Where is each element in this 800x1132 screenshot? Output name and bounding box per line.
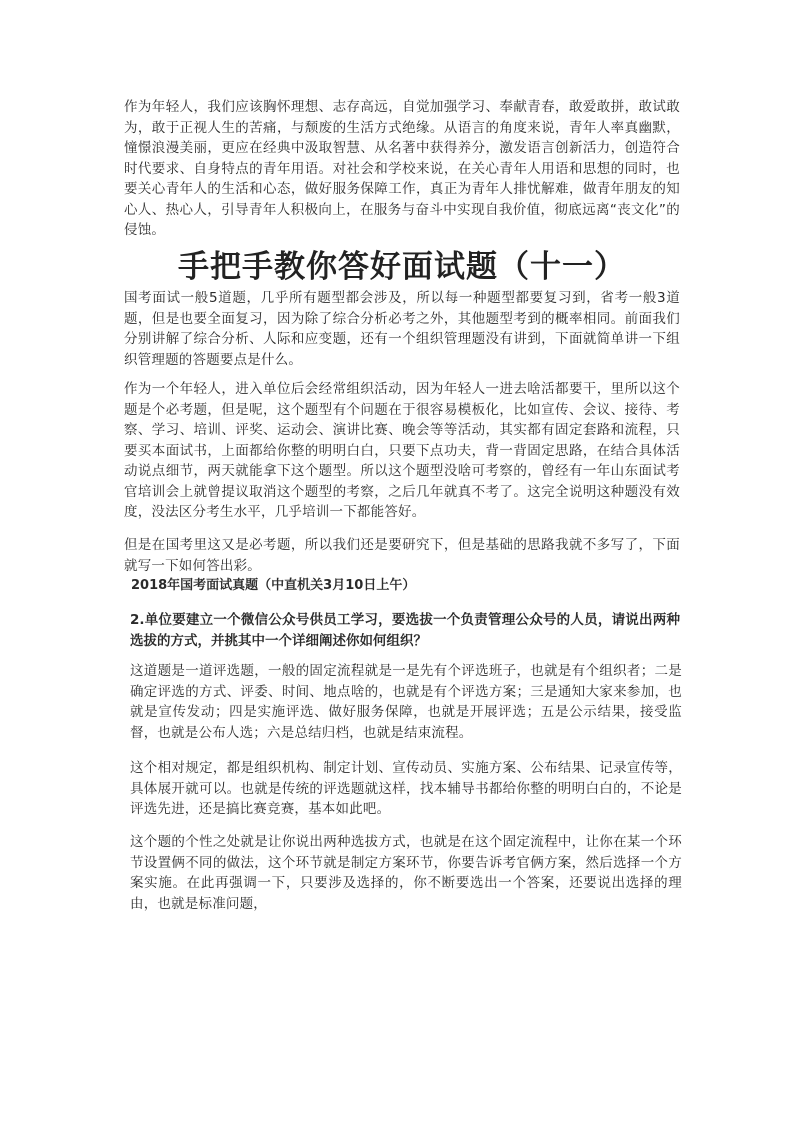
page-title: 手把手教你答好面试题（十一）: [178, 249, 626, 285]
paragraph-intro-exam: 国考面试一般5道题，几乎所有题型都会涉及，所以每一种题型都要复习到，省考一般3道题，但是也要全面复习，因为除了综合分析必考之外，其他题型考到的概率相同。前面我们分别讲解了综合分析、人际和应变题，还有一个组织管理题没有讲到，下面就简单讲一下组织管理题的答题要点是什么。: [124, 290, 680, 368]
exam-heading: 2018年国考面试真题（中直机关3月10日上午）: [131, 578, 416, 593]
answer-paragraph-3: 这个题的个性之处就是让你说出两种选拔方式，也就是在这个固定流程中，让你在某一个环节设置俩不同的做法，这个环节就是制定方案环节，你要告诉考官俩方案，然后选择一个方案实施。在此再强调一下，只要涉及选择的，你不断要选出一个答案，还要说出选择的理由，也就是标准问题，: [130, 834, 682, 912]
answer-paragraph-2: 这个相对规定，都是组织机构、制定计划、宣传动员、实施方案、公布结果、记录宣传等，具体展开就可以。也就是传统的评选题就这样，找本辅导书都给你整的明明白白的，不论是评选先进，还是搞比赛竞赛，基本如此吧。: [130, 760, 682, 817]
exam-question: 2.单位要建立一个微信公众号供员工学习，要选拔一个负责管理公众号的人员，请说出两种选拔的方式，并挑其中一个详细阐述你如何组织？: [130, 612, 680, 649]
intro-paragraph: 作为年轻人，我们应该胸怀理想、志存高远，自觉加强学习、奉献青春，敢爱敢拼，敢试敢为，敢于正视人生的苦痛，与颓废的生活方式绝缘。从语言的角度来说，青年人率真幽默，憧憬浪漫美丽，更应在经典中汲取智慧、从名著中获得养分，激发语言创新活力，创造符合时代要求、自身特点的青年用语。对社会和学校来说，在关心青年人用语和思想的同时，也要关心青年人的生活和心态，做好服务保障工作，真正为青年人排忧解难，做青年朋友的知心人、热心人，引导青年人积极向上，在服务与奋斗中实现自我价值，彻底远离“丧文化”的侵蚀。: [124, 99, 680, 238]
answer-paragraph-1: 这道题是一道评选题，一般的固定流程就是一是先有个评选班子，也就是有个组织者；二是确定评选的方式、评委、时间、地点啥的，也就是有个评选方案；三是通知大家来参加，也就是宣传发动；四是实施评选、做好服务保障，也就是开展评选；五是公示结果，接受监督，也就是公布人选；六是总结归档，也就是结束流程。: [130, 663, 682, 741]
paragraph-young-person: 作为一个年轻人，进入单位后会经常组织活动，因为年轻人一进去啥活都要干，里所以这个题是个必考题，但是呢，这个题型有个问题在于很容易模板化，比如宣传、会议、接待、考察、学习、培训、评奖、运动会、演讲比赛、晚会等等活动，其实都有固定套路和流程，只要买本面试书，上面都给你整的明明白白，只要下点功夫，背一背固定思路，在结合具体活动说点细节，两天就能拿下这个题型。所以这个题型没啥可考察的，曾经有一年山东面试考官培训会上就曾提议取消这个题型的考察，之后几年就真不考了。这完全说明这种题没有效度，没法区分考生水平，几乎培训一下都能答好。: [124, 381, 680, 520]
paragraph-national-exam: 但是在国考里这又是必考题，所以我们还是要研究下，但是基础的思路我就不多写了，下面就写一下如何答出彩。: [124, 537, 680, 574]
